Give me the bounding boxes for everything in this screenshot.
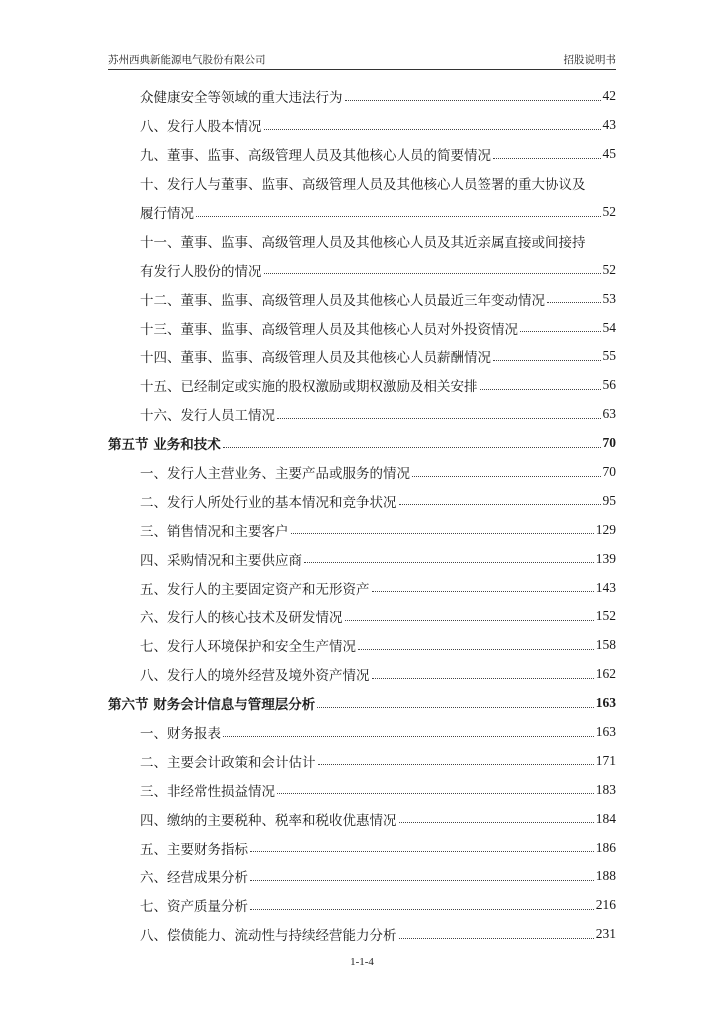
dot-leader: [223, 447, 601, 448]
dot-leader: [223, 736, 594, 737]
dot-leader: [520, 331, 601, 332]
dot-leader: [250, 909, 594, 910]
dot-leader: [277, 418, 601, 419]
toc-entry[interactable]: [108, 833, 616, 862]
page-header: [108, 52, 616, 68]
dot-leader: [372, 591, 594, 592]
toc-entry-title: 七、资产质量分析: [140, 899, 248, 916]
toc-page-number: 163: [595, 695, 616, 711]
toc-entry[interactable]: [108, 458, 616, 487]
dot-leader: [264, 273, 601, 274]
table-of-contents: [108, 82, 616, 949]
toc-page-number: 231: [595, 926, 616, 942]
toc-entry-title: 有发行人股份的情况: [140, 263, 262, 280]
toc-page-number: 186: [595, 839, 616, 855]
dot-leader: [493, 360, 601, 361]
dot-leader: [345, 100, 601, 101]
toc-entry-title: 十六、发行人员工情况: [140, 408, 275, 425]
toc-entry[interactable]: [108, 891, 616, 920]
toc-page-number: 45: [602, 146, 616, 162]
dot-leader: [547, 302, 601, 303]
dot-leader: [196, 216, 601, 217]
toc-entry-title: 第五节 业务和技术: [108, 437, 221, 454]
toc-entry-title: 十四、董事、监事、高级管理人员及其他核心人员薪酬情况: [140, 350, 491, 367]
dot-leader: [304, 562, 594, 563]
toc-entry[interactable]: [108, 515, 616, 544]
toc-entry-title: 一、发行人主营业务、主要产品或服务的情况: [140, 466, 410, 483]
company-name: 苏州西典新能源电气股份有限公司: [108, 54, 266, 66]
dot-leader: [250, 851, 594, 852]
header-divider: [108, 69, 616, 70]
toc-entry-title: 八、发行人的境外经营及境外资产情况: [140, 668, 370, 685]
toc-entry[interactable]: [108, 544, 616, 573]
toc-entry-title: 一、财务报表: [140, 726, 221, 743]
toc-entry-title: 三、非经常性损益情况: [140, 783, 275, 800]
toc-page-number: 171: [595, 752, 616, 768]
toc-page-number: 162: [595, 666, 616, 682]
toc-entry[interactable]: [108, 342, 616, 371]
toc-page-number: 63: [602, 406, 616, 422]
dot-leader: [317, 707, 594, 708]
dot-leader: [264, 129, 601, 130]
toc-entry-title: 五、主要财务指标: [140, 841, 248, 858]
toc-entry[interactable]: [108, 920, 616, 949]
toc-entry-title: 六、经营成果分析: [140, 870, 248, 887]
dot-leader: [412, 476, 601, 477]
dot-leader: [277, 793, 594, 794]
toc-page-number: 184: [595, 810, 616, 826]
toc-entry[interactable]: [108, 169, 616, 198]
toc-page-number: 143: [595, 579, 616, 595]
document-type: 招股说明书: [563, 54, 616, 66]
toc-entry[interactable]: [108, 775, 616, 804]
toc-page-number: 53: [602, 290, 616, 306]
dot-leader: [250, 880, 594, 881]
toc-entry[interactable]: [108, 573, 616, 602]
dot-leader: [372, 678, 594, 679]
toc-entry-title: 七、发行人环境保护和安全生产情况: [140, 639, 356, 656]
toc-page-number: 55: [602, 348, 616, 364]
toc-entry[interactable]: [108, 862, 616, 891]
toc-page-number: 54: [602, 319, 616, 335]
toc-page-number: 129: [595, 521, 616, 537]
dot-leader: [318, 764, 594, 765]
toc-page-number: 52: [602, 261, 616, 277]
dot-leader: [345, 620, 594, 621]
toc-entry-title: 十一、董事、监事、高级管理人员及其他核心人员及其近亲属直接或间接持: [140, 234, 586, 251]
toc-entry[interactable]: [108, 313, 616, 342]
toc-entry-title: 六、发行人的核心技术及研发情况: [140, 610, 343, 627]
dot-leader: [493, 158, 601, 159]
toc-page-number: 183: [595, 781, 616, 797]
toc-entry[interactable]: [108, 226, 616, 255]
toc-entry[interactable]: [108, 111, 616, 140]
toc-page-number: 216: [595, 897, 616, 913]
toc-entry-title: 十三、董事、监事、高级管理人员及其他核心人员对外投资情况: [140, 321, 518, 338]
toc-entry[interactable]: [108, 400, 616, 429]
toc-entry-title: 四、采购情况和主要供应商: [140, 552, 302, 569]
toc-entry[interactable]: [108, 746, 616, 775]
dot-leader: [399, 822, 594, 823]
toc-entry-title: 九、董事、监事、高级管理人员及其他核心人员的简要情况: [140, 148, 491, 165]
toc-page-number: 188: [595, 868, 616, 884]
toc-page-number: 56: [602, 377, 616, 393]
dot-leader: [399, 504, 601, 505]
toc-entry[interactable]: [108, 804, 616, 833]
toc-entry[interactable]: [108, 486, 616, 515]
toc-page-number: 70: [602, 435, 616, 451]
toc-page-number: 139: [595, 550, 616, 566]
toc-entry-title: 第六节 财务会计信息与管理层分析: [108, 697, 316, 714]
toc-entry-title: 二、主要会计政策和会计估计: [140, 754, 316, 771]
toc-page-number: 95: [602, 492, 616, 508]
toc-entry-title: 十、发行人与董事、监事、高级管理人员及其他核心人员签署的重大协议及: [140, 177, 586, 194]
toc-entry-title: 三、销售情况和主要客户: [140, 523, 289, 540]
toc-page-number: 152: [595, 608, 616, 624]
toc-entry-title: 五、发行人的主要固定资产和无形资产: [140, 581, 370, 598]
dot-leader: [358, 649, 594, 650]
dot-leader: [291, 533, 594, 534]
toc-entry[interactable]: [108, 718, 616, 747]
toc-entry[interactable]: [108, 284, 616, 313]
toc-page-number: 70: [602, 464, 616, 480]
toc-entry-title: 八、偿债能力、流动性与持续经营能力分析: [140, 928, 397, 945]
toc-entry[interactable]: [108, 660, 616, 689]
toc-entry[interactable]: [108, 82, 616, 111]
toc-entry-title: 四、缴纳的主要税种、税率和税收优惠情况: [140, 812, 397, 829]
dot-leader: [399, 938, 594, 939]
toc-entry-title: 二、发行人所处行业的基本情况和竞争状况: [140, 494, 397, 511]
toc-entry[interactable]: [108, 371, 616, 400]
toc-section-heading[interactable]: [108, 689, 616, 718]
toc-page-number: 158: [595, 637, 616, 653]
page-number: 1-1-4: [350, 956, 374, 968]
toc-section-heading[interactable]: [108, 429, 616, 458]
toc-entry[interactable]: [108, 255, 616, 284]
toc-entry[interactable]: [108, 602, 616, 631]
toc-entry-title: 众健康安全等领域的重大违法行为: [140, 90, 343, 107]
toc-entry-title: 八、发行人股本情况: [140, 119, 262, 136]
toc-entry[interactable]: [108, 140, 616, 169]
toc-page-number: 52: [602, 204, 616, 219]
toc-entry-title: 十二、董事、监事、高级管理人员及其他核心人员最近三年变动情况: [140, 292, 545, 309]
toc-entry-title: 十五、已经制定或实施的股权激励或期权激励及相关安排: [140, 379, 478, 396]
toc-page-number: 43: [602, 117, 616, 133]
toc-entry[interactable]: [108, 198, 616, 227]
toc-page-number: 163: [595, 724, 616, 740]
toc-page-number: 42: [602, 88, 616, 104]
toc-entry-title: 履行情况: [140, 206, 194, 222]
dot-leader: [480, 389, 601, 390]
toc-entry[interactable]: [108, 631, 616, 660]
